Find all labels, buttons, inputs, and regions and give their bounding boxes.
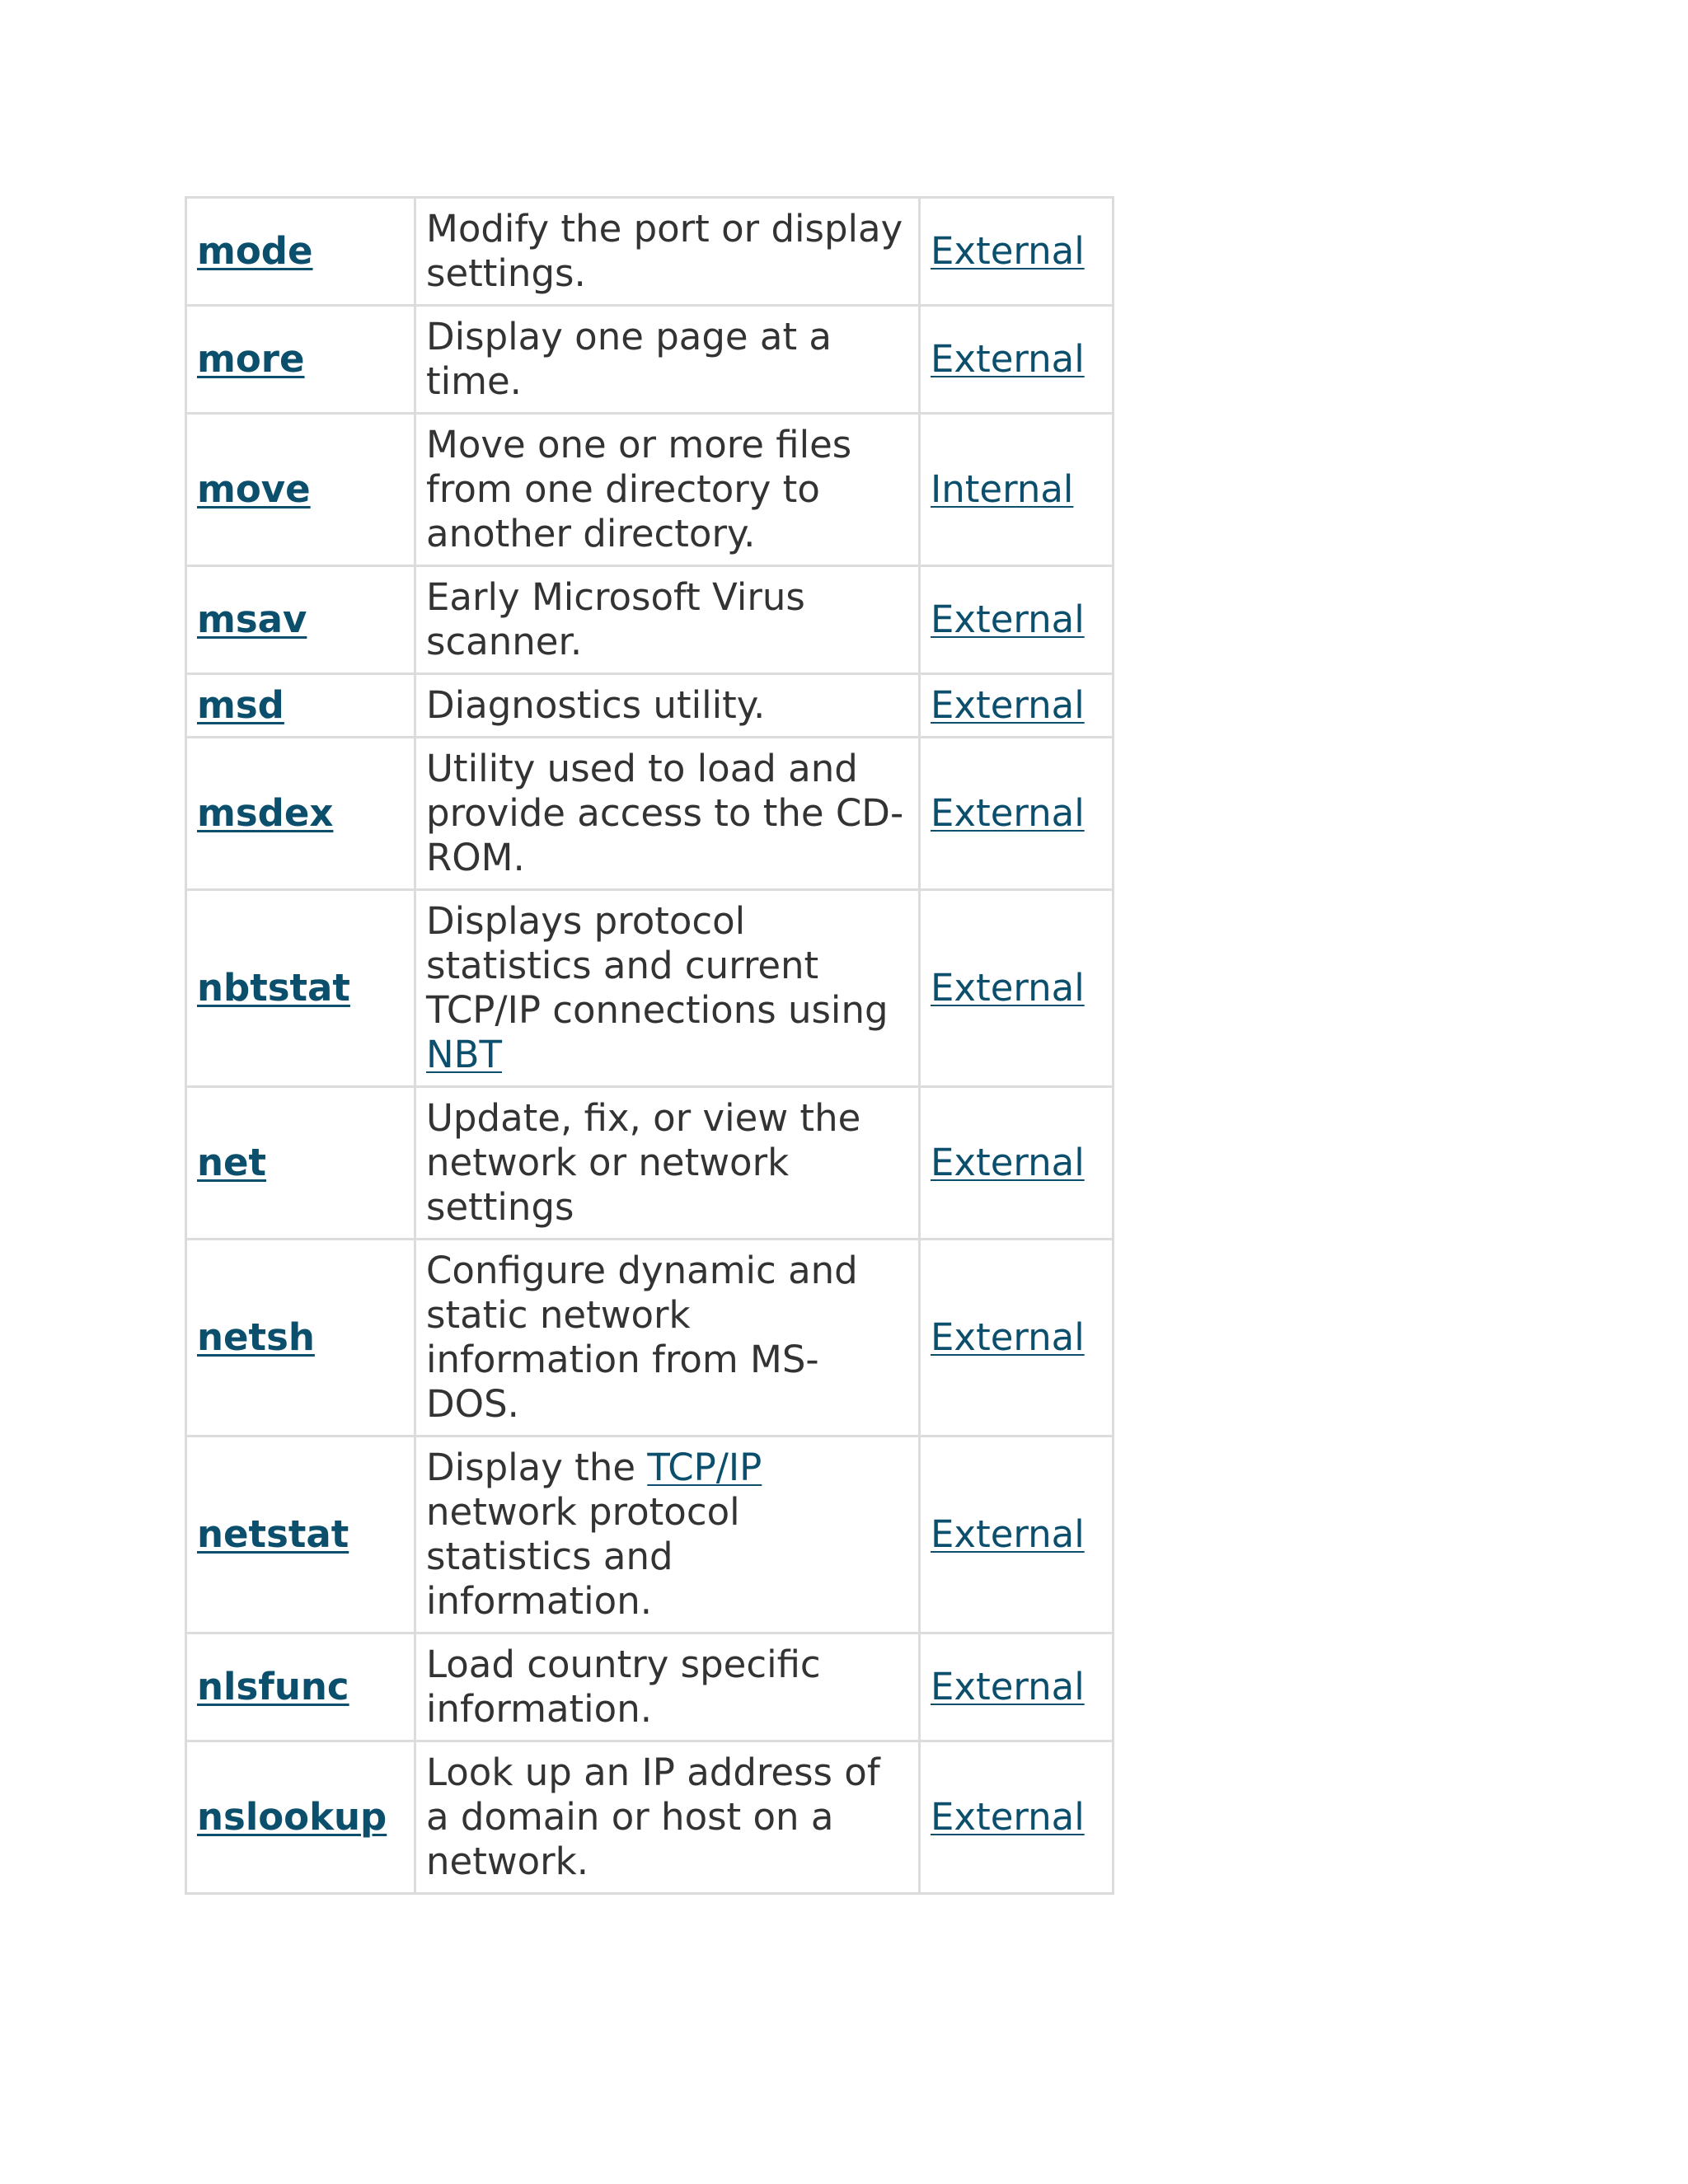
command-link-nbtstat[interactable]: nbtstat (197, 966, 350, 1010)
command-cell (186, 890, 415, 1087)
type-cell (920, 1633, 1114, 1741)
table-row (186, 738, 1114, 890)
command-link-move[interactable]: move (197, 467, 311, 511)
description-text: Displays protocol statistics and current TCP/IP connections using (426, 899, 889, 1032)
type-link[interactable]: External (931, 791, 1085, 835)
command-link-more[interactable]: more (197, 337, 305, 381)
description-cell: Configure dynamic and static network information from MS-DOS. (415, 1240, 920, 1436)
table-row (186, 198, 1114, 306)
description-cell: Display one page at a time. (415, 306, 920, 414)
type-cell (920, 1436, 1114, 1633)
type-cell (920, 1741, 1114, 1894)
description-cell: Move one or more files from one directory to another directory. (415, 414, 920, 566)
command-link-net[interactable]: net (197, 1141, 267, 1184)
type-link[interactable]: External (931, 966, 1085, 1010)
type-link[interactable]: Internal (931, 467, 1074, 511)
table-row (186, 1633, 1114, 1741)
table-row (186, 890, 1114, 1087)
description-text: network protocol statistics and information. (426, 1490, 740, 1623)
command-link-nslookup[interactable]: nslookup (197, 1795, 387, 1839)
command-cell (186, 198, 415, 306)
command-link-msd[interactable]: msd (197, 683, 284, 727)
table-row (186, 566, 1114, 674)
command-link-mode[interactable]: mode (197, 229, 313, 273)
description-cell: Diagnostics utility. (415, 674, 920, 738)
command-cell (186, 1633, 415, 1741)
type-cell (920, 414, 1114, 566)
command-link-msdex[interactable]: msdex (197, 791, 334, 835)
table-row (186, 414, 1114, 566)
type-link[interactable]: External (931, 1512, 1085, 1556)
type-link[interactable]: External (931, 1141, 1085, 1184)
command-link-nlsfunc[interactable]: nlsfunc (197, 1665, 349, 1708)
type-cell (920, 674, 1114, 738)
command-link-netsh[interactable]: netsh (197, 1315, 315, 1359)
description-cell (415, 1436, 920, 1633)
type-link[interactable]: External (931, 598, 1085, 641)
command-cell (186, 414, 415, 566)
type-cell (920, 1087, 1114, 1240)
description-cell: Look up an IP address of a domain or host on a network. (415, 1741, 920, 1894)
table-row (186, 1240, 1114, 1436)
type-link[interactable]: External (931, 229, 1085, 273)
command-cell (186, 306, 415, 414)
type-link[interactable]: External (931, 683, 1085, 727)
type-link[interactable]: External (931, 1795, 1085, 1839)
description-cell: Utility used to load and provide access to the CD-ROM. (415, 738, 920, 890)
command-link-msav[interactable]: msav (197, 598, 307, 641)
command-cell (186, 1087, 415, 1240)
commands-table (185, 196, 1114, 1895)
table-row (186, 1436, 1114, 1633)
command-cell (186, 674, 415, 738)
type-link[interactable]: External (931, 1315, 1085, 1359)
type-cell (920, 1240, 1114, 1436)
type-cell (920, 566, 1114, 674)
description-cell: Update, fix, or view the network or network settings (415, 1087, 920, 1240)
command-cell (186, 566, 415, 674)
description-cell: Early Microsoft Virus scanner. (415, 566, 920, 674)
command-cell (186, 1240, 415, 1436)
description-cell (415, 890, 920, 1087)
command-cell (186, 1741, 415, 1894)
type-cell (920, 306, 1114, 414)
table-row (186, 306, 1114, 414)
command-link-netstat[interactable]: netstat (197, 1512, 349, 1556)
description-cell: Load country specific information. (415, 1633, 920, 1741)
description-text: Display the (426, 1446, 648, 1489)
type-cell (920, 738, 1114, 890)
table-row (186, 1741, 1114, 1894)
tcp-ip-link[interactable]: TCP/IP (647, 1446, 762, 1489)
description-cell: Modify the port or display settings. (415, 198, 920, 306)
type-link[interactable]: External (931, 1665, 1085, 1708)
type-cell (920, 890, 1114, 1087)
command-cell (186, 738, 415, 890)
command-cell (186, 1436, 415, 1633)
type-cell (920, 198, 1114, 306)
nbt-link[interactable]: NBT (426, 1033, 503, 1076)
type-link[interactable]: External (931, 337, 1085, 381)
table-row (186, 674, 1114, 738)
table-row (186, 1087, 1114, 1240)
